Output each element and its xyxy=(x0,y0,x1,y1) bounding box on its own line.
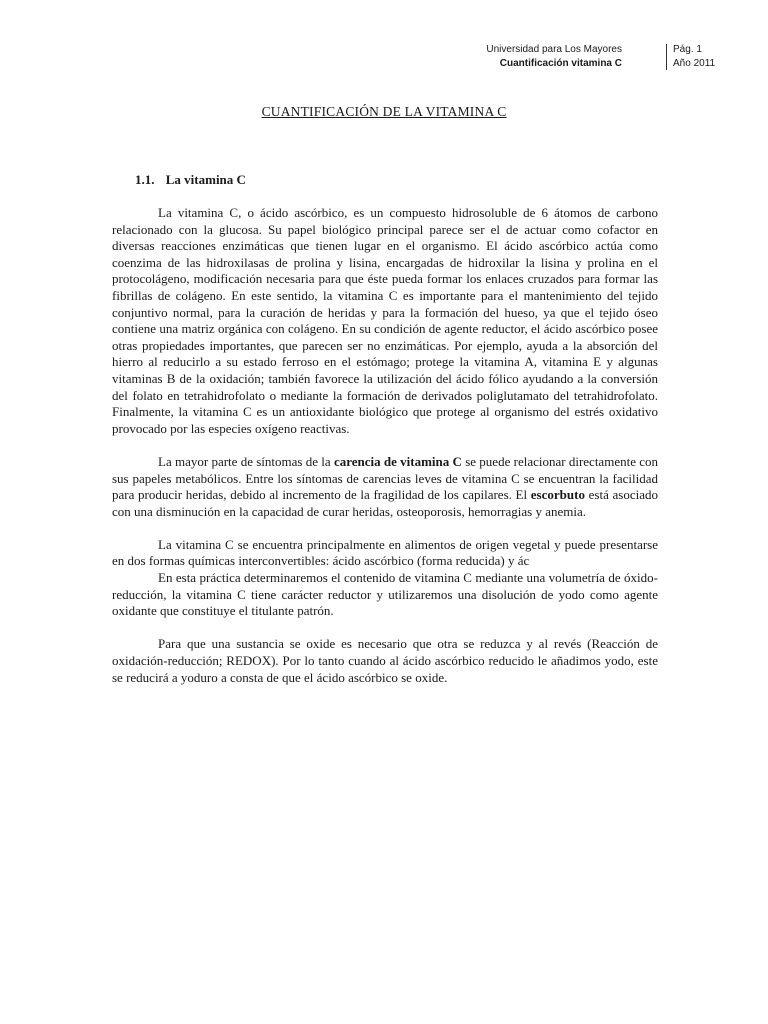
paragraph-1: La vitamina C, o ácido ascórbico, es un compuesto hidrosoluble de 6 átomos de carbono relacionado con la glucosa. Su papel biológico principal parece ser el de actuar como cofactor en diversas reacciones enzimáticas que tienen lugar en el organismo. El ácido ascórbico actúa como coenzima de las hidroxilasas de prolina y lisina, encargadas de hidroxilar la lisina y prolina en el protocolágeno, modificación necesaria para que éste pueda formar los enlaces cruzados para formar las fibrillas de colágeno. En este sentido, la vitamina C es importante para el mantenimiento del tejido conjuntivo normal, para la curación de heridas y para la formación del hueso, ya que el tejido óseo contiene una matriz orgánica con colágeno. En su condición de agente reductor, el ácido ascórbico posee otras propiedades importantes, que parecen ser no enzimáticas. Por ejemplo, ayuda a la absorción del hierro al reducirlo a su estado ferroso en el estómago; protege la vitamina A, vitamina E y algunas vitaminas B de la oxidación; también favorece la utilización del ácido fólico ayudando a la conversión del folato en tetrahidrofolato o mediante la formación de derivados poliglutamato del tetrahidrofolato. Finalmente, la vitamina C es un antioxidante biológico que protege al organismo del estrés oxidativo provocado por las especies oxígeno reactivas. xyxy=(112,205,658,436)
page-header xyxy=(440,43,730,71)
section-heading xyxy=(135,172,246,188)
paragraph-2-bold-carencia: carencia de vitamina C xyxy=(333,453,462,469)
paragraph-3: La vitamina C se encuentra principalmente en alimentos de origen vegetal y puede presentarse en dos formas químicas interconvertibles: ácido ascórbico (forma reducida) y ác xyxy=(112,536,658,569)
header-page-number: Pág. 1 xyxy=(673,44,702,55)
header-left xyxy=(486,43,622,71)
header-divider xyxy=(666,44,667,70)
paragraph-2-text-c: está asociado con una disminución en la capacidad de curar heridas, osteoporosis, hemorragias y anemia. xyxy=(112,487,658,519)
header-right xyxy=(673,43,715,71)
paragraph-2-text-b: se puede relacionar directamente con sus papeles metabólicos. Entre los síntomas de carencias leves de vitamina C se encuentran la facilidad para producir heridas, debido al incremento de la fragilidad de los capilares. El xyxy=(112,453,659,503)
document-body xyxy=(112,205,658,703)
section-number: 1.1. xyxy=(135,172,155,187)
document-title: CUANTIFICACIÓN DE LA VITAMINA C xyxy=(261,104,507,119)
paragraph-4: En esta práctica determinaremos el contenido de vitamina C mediante una volumetría de óxido-reducción, la vitamina C tiene carácter reductor y utilizaremos una disolución de yodo como agente oxidante que constituye el titulante patrón. xyxy=(112,570,658,619)
header-institution: Universidad para Los Mayores xyxy=(486,44,622,55)
paragraph-5: Para que una sustancia se oxide es necesario que otra se reduzca y al revés (Reacción de oxidación-reducción; REDOX). Por lo tanto cuando al ácido ascórbico reducido le añadimos yodo, este se reducirá a yoduro a consta de que el ácido ascórbico se oxide. xyxy=(112,636,658,685)
header-year: Año 2011 xyxy=(673,58,716,69)
header-subject: Cuantificación vitamina C xyxy=(499,58,622,69)
paragraph-2-bold-escorbuto: escorbuto xyxy=(530,487,585,503)
paragraph-2 xyxy=(112,454,658,520)
section-title: La vitamina C xyxy=(165,172,246,187)
paragraph-2-text-a: La mayor parte de síntomas de la xyxy=(158,453,334,469)
